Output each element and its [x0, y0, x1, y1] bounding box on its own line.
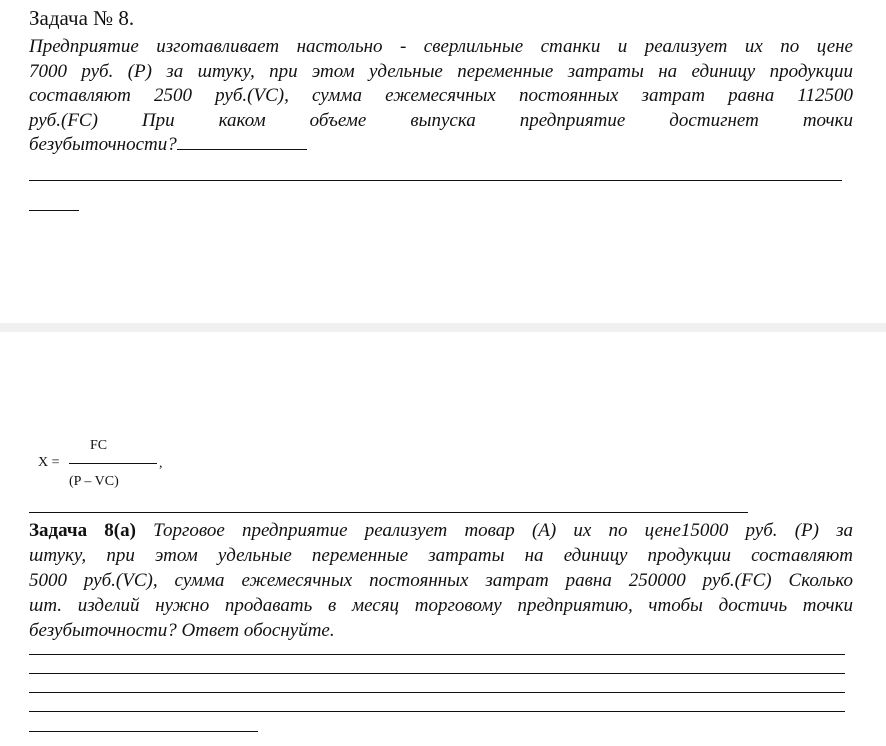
answer-line-a2 [29, 673, 845, 674]
task-8-line-3: составляют 2500 руб.(VC), сумма ежемесячных постоянных затрат равна 112500 [29, 85, 853, 106]
answer-line-a1 [29, 654, 845, 655]
task-8-line-5 [29, 133, 853, 158]
formula-lhs: X = [38, 455, 60, 470]
formula-numerator: FC [90, 438, 108, 453]
page-1 [0, 0, 886, 323]
task-8-line-4: руб.(FC) При каком объеме выпуска предприятие достигнет точки [29, 109, 853, 131]
task-8-text [29, 35, 853, 158]
task-8a-text [29, 518, 853, 643]
task-8a-line-1 [29, 518, 853, 543]
task-8a-line-1-text: Торговое предприятие реализует товар (А) их по цене15000 руб. (P) за [153, 520, 854, 541]
task-8a-line-2: штуку, при этом удельные переменные затраты на единицу продукции составляют [29, 545, 853, 566]
task-8a-line-5: безубыточности? Ответ обоснуйте. [29, 620, 335, 641]
task-8a-line-3: 5000 руб.(VC), сумма ежемесячных постоянных затрат равна 250000 руб.(FC) Сколько [29, 570, 853, 591]
breakeven-formula [38, 438, 198, 498]
task-8a-line-4: шт. изделий нужно продавать в месяц торговому предприятию, чтобы достичь точки [29, 595, 853, 616]
page-gap [0, 323, 886, 332]
task-8-title: Задача № 8. [29, 6, 135, 30]
separator-line [29, 512, 748, 513]
formula-comma: , [159, 456, 163, 471]
answer-line-2 [29, 210, 79, 211]
task-8-line-2: 7000 руб. (P) за штуку, при этом удельные переменные затраты на единицу продукции [29, 60, 853, 82]
formula-fraction-bar [69, 463, 157, 464]
page-2 [0, 332, 886, 746]
answer-line-1 [29, 180, 842, 181]
answer-line-a5 [29, 731, 258, 732]
answer-line-a3 [29, 692, 845, 693]
answer-blank-inline [177, 135, 307, 150]
answer-line-a4 [29, 711, 845, 712]
task-8a-label: Задача 8(а) [29, 520, 136, 541]
task-8-line-5-text: безубыточности? [29, 134, 177, 155]
formula-denominator: (P – VC) [69, 474, 119, 489]
task-8-line-1: Предприятие изготавливает настольно - сверлильные станки и реализует их по цене [29, 36, 853, 57]
